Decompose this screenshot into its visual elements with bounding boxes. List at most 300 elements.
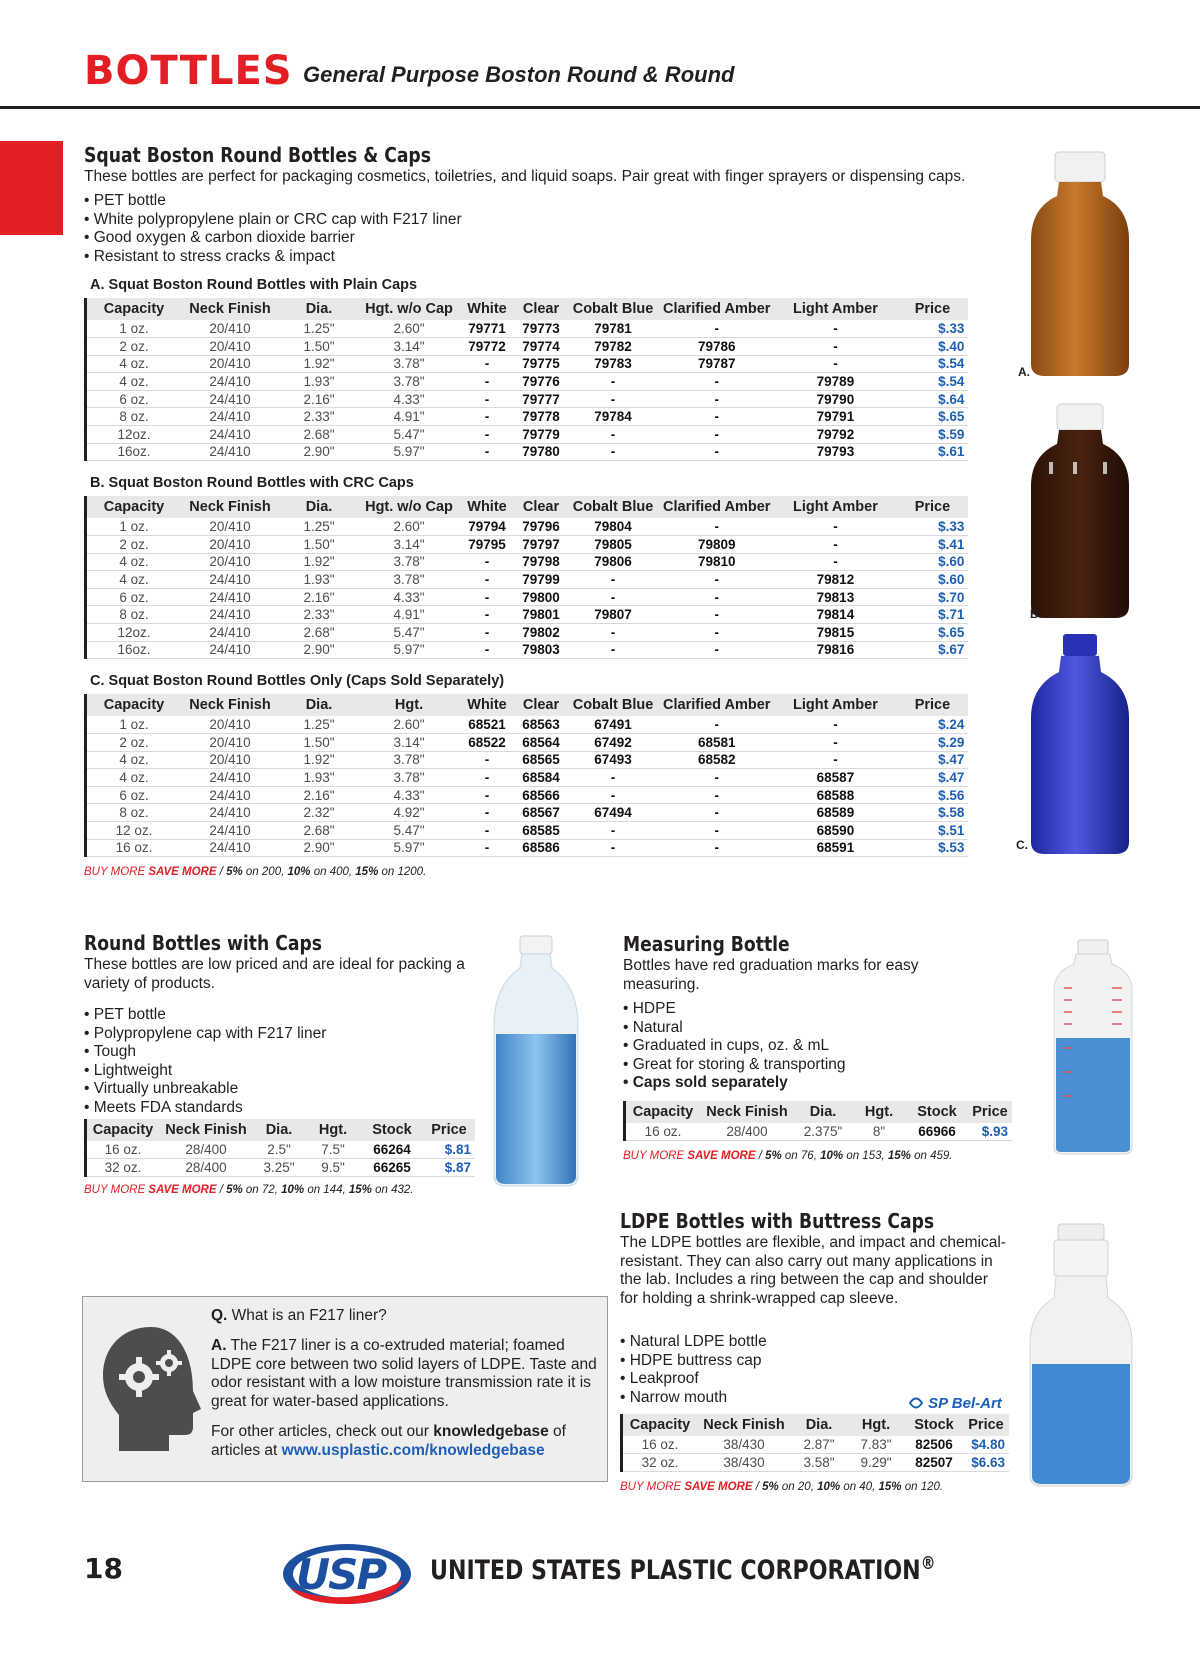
buy-more-sep: /: [216, 866, 227, 878]
table-cell: 20/410: [181, 518, 279, 536]
dark-amber-bottle-image: [1025, 402, 1135, 622]
table-cell: 20/410: [181, 751, 279, 769]
price-cell: $.70: [896, 588, 968, 606]
price-cell: $.61: [896, 443, 968, 461]
table-cell: 4 oz.: [87, 751, 181, 769]
table-cell: 24/410: [181, 373, 279, 391]
table-cell: 24/410: [181, 641, 279, 659]
feature-item-emphasis: • Caps sold separately: [623, 1074, 846, 1093]
feature-item: • White polypropylene plain or CRC cap with F217 liner: [84, 211, 462, 230]
table-cell: -: [567, 839, 659, 857]
table-cell: 16 oz.: [87, 839, 181, 857]
price-cell: $.47: [896, 751, 968, 769]
table-row: [623, 1436, 1009, 1454]
table-cell: -: [459, 822, 515, 840]
table-cell: -: [459, 355, 515, 373]
table-cell: 79804: [567, 518, 659, 536]
feature-item: • Resistant to stress cracks & impact: [84, 248, 462, 267]
price-cell: $.81: [423, 1141, 475, 1159]
column-header: Clear: [515, 694, 567, 716]
ldpe-buy-more: [620, 1481, 943, 1493]
table-cell: 4 oz.: [87, 571, 181, 589]
table-cell: 2.5": [253, 1141, 305, 1159]
save-more: SAVE MORE: [684, 1481, 753, 1493]
table-cell: 24/410: [181, 804, 279, 822]
column-header: Capacity: [87, 298, 181, 320]
buy-more-lead: BUY MORE: [84, 866, 149, 878]
table-cell: 24/410: [181, 408, 279, 426]
column-header: Hgt. w/o Cap: [359, 496, 459, 518]
usp-logo-letters: USP: [296, 1550, 386, 1599]
table-cell: 68586: [515, 839, 567, 857]
table-cell: 79809: [659, 536, 774, 554]
column-header: Price: [963, 1414, 1009, 1436]
table-row: [87, 804, 968, 822]
table-cell: 1.50": [279, 536, 359, 554]
table-cell: 79806: [567, 553, 659, 571]
table-cell: 2.16": [279, 786, 359, 804]
table-cell: 3.78": [359, 553, 459, 571]
column-header: Hgt.: [305, 1119, 361, 1141]
table-cell: 5.97": [359, 839, 459, 857]
table-c-title: C. Squat Boston Round Bottles Only (Caps Sold Separately): [90, 673, 505, 689]
column-header: Hgt.: [847, 1414, 905, 1436]
table-row: [87, 588, 968, 606]
table-header-row: [87, 1119, 475, 1141]
table-cell: -: [567, 426, 659, 444]
table-cell: -: [459, 641, 515, 659]
table-cell: 3.78": [359, 571, 459, 589]
column-header: Neck Finish: [181, 694, 279, 716]
table-cell: 24/410: [181, 571, 279, 589]
table-cell: -: [567, 443, 659, 461]
price-cell: $.54: [896, 373, 968, 391]
table-cell: 68522: [459, 734, 515, 752]
image-label-b: B.: [1030, 607, 1042, 621]
squat-feature-list: [84, 192, 462, 266]
buy-more-lead: BUY MORE: [620, 1481, 685, 1493]
table-cell: 79786: [659, 338, 774, 356]
table-row: [87, 1159, 475, 1177]
tier-1: 5%: [226, 1184, 243, 1196]
page-number: 18: [84, 1552, 123, 1585]
table-cell: -: [659, 320, 774, 338]
column-header: Hgt.: [852, 1101, 906, 1123]
table-cell: -: [567, 624, 659, 642]
ldpe-table: [620, 1414, 1009, 1472]
price-cell: $.54: [896, 355, 968, 373]
spec-table: [623, 1414, 1009, 1472]
tier-1-qty: on 76,: [781, 1150, 821, 1162]
tier-3-qty: on 1200.: [378, 866, 427, 878]
price-cell: $.24: [896, 716, 968, 734]
table-row: [87, 1141, 475, 1159]
table-cell: -: [774, 518, 896, 536]
table-cell: 1.50": [279, 338, 359, 356]
table-cell: 1.93": [279, 571, 359, 589]
price-cell: $.53: [896, 839, 968, 857]
table-row: [87, 408, 968, 426]
measuring-table: [623, 1101, 1012, 1141]
column-header: Dia.: [791, 1414, 847, 1436]
table-row: [626, 1123, 1012, 1141]
section-title: BOTTLES: [84, 48, 293, 94]
table-cell: 68567: [515, 804, 567, 822]
feature-item: • HDPE: [623, 1000, 846, 1019]
table-cell: 4.91": [359, 408, 459, 426]
table-cell: 7.5": [305, 1141, 361, 1159]
table-cell: 2.33": [279, 408, 359, 426]
faq-more-articles: [211, 1423, 601, 1460]
table-cell: 5.47": [359, 624, 459, 642]
spec-table: [87, 694, 968, 857]
table-cell: 68590: [774, 822, 896, 840]
table-cell: 3.14": [359, 734, 459, 752]
table-cell: 7.83": [847, 1436, 905, 1454]
buy-more-sep: /: [752, 1481, 763, 1493]
table-cell: 67494: [567, 804, 659, 822]
table-cell: 24/410: [181, 839, 279, 857]
table-row: [87, 390, 968, 408]
table-cell: -: [659, 716, 774, 734]
table-cell: 16 oz.: [623, 1436, 697, 1454]
feature-item: • Graduated in cups, oz. & mL: [623, 1037, 846, 1056]
tier-1-qty: on 20,: [778, 1481, 818, 1493]
table-cell: 12oz.: [87, 624, 181, 642]
price-cell: $.59: [896, 426, 968, 444]
red-page-tab: [0, 141, 63, 235]
bel-art-text: SP Bel-Art: [928, 1395, 1002, 1412]
table-cell: 66264: [361, 1141, 423, 1159]
table-cell: -: [659, 443, 774, 461]
save-more: SAVE MORE: [148, 866, 217, 878]
table-cell: 4.33": [359, 390, 459, 408]
table-cell: 68591: [774, 839, 896, 857]
table-b-title: B. Squat Boston Round Bottles with CRC Caps: [90, 475, 414, 491]
table-cell: 66966: [906, 1123, 968, 1141]
round-bottle-image: [488, 934, 584, 1190]
table-row: [87, 641, 968, 659]
table-cell: 1 oz.: [87, 320, 181, 338]
measuring-bottle-image: [1050, 938, 1136, 1158]
faq-more-bold: knowledgebase: [433, 1423, 549, 1440]
faq-a-text: The F217 liner is a co-extruded material; foamed LDPE core between two solid layers of LDPE. Taste and odor resistant with a low moisture transmission rate it is great for water-based applications.: [211, 1337, 597, 1410]
table-row: [87, 338, 968, 356]
section-subtitle: General Purpose Boston Round & Round: [303, 62, 735, 87]
table-cell: -: [459, 588, 515, 606]
company-name-text: UNITED STATES PLASTIC CORPORATION: [430, 1555, 921, 1586]
image-label-c: C.: [1016, 838, 1028, 852]
table-cell: 1.92": [279, 553, 359, 571]
table-cell: 1.25": [279, 716, 359, 734]
bel-art-logo: [908, 1395, 1002, 1412]
table-cell: -: [774, 553, 896, 571]
table-cell: 79787: [659, 355, 774, 373]
column-header: Stock: [361, 1119, 423, 1141]
column-header: Cobalt Blue: [567, 496, 659, 518]
price-cell: $.67: [896, 641, 968, 659]
table-row: [87, 751, 968, 769]
spec-table: [87, 1119, 475, 1177]
table-cell: 4.91": [359, 606, 459, 624]
table-cell: 2.90": [279, 443, 359, 461]
tier-3-qty: on 459.: [910, 1150, 953, 1162]
faq-more-lead: For other articles, check out our: [211, 1423, 434, 1440]
tier-1: 5%: [765, 1150, 782, 1162]
knowledgebase-link[interactable]: www.usplastic.com/knowledgebase: [281, 1441, 545, 1459]
tier-3: 15%: [878, 1481, 902, 1493]
bel-art-mark-icon: [908, 1396, 924, 1410]
round-feature-list: [84, 1006, 326, 1117]
spec-table: [626, 1101, 1012, 1141]
spec-table: [87, 496, 968, 659]
table-cell: 16oz.: [87, 641, 181, 659]
table-cell: 20/410: [181, 320, 279, 338]
faq-more-mid: of articles at: [211, 1423, 566, 1459]
table-cell: 79810: [659, 553, 774, 571]
table-cell: 3.78": [359, 751, 459, 769]
table-cell: 79783: [567, 355, 659, 373]
table-cell: -: [459, 769, 515, 787]
table-cell: 68564: [515, 734, 567, 752]
registered-mark: ®: [920, 1553, 936, 1574]
measuring-feature-list: [623, 1000, 846, 1093]
table-row: [87, 606, 968, 624]
table-cell: 68584: [515, 769, 567, 787]
table-cell: 79781: [567, 320, 659, 338]
table-cell: 79773: [515, 320, 567, 338]
table-cell: 68587: [774, 769, 896, 787]
table-cell: 2.16": [279, 390, 359, 408]
table-cell: 79801: [515, 606, 567, 624]
price-cell: $.65: [896, 408, 968, 426]
table-cell: 68521: [459, 716, 515, 734]
buy-more-lead: BUY MORE: [84, 1184, 149, 1196]
price-cell: $.60: [896, 571, 968, 589]
table-header-row: [87, 496, 968, 518]
price-cell: $.71: [896, 606, 968, 624]
table-cell: 32 oz.: [87, 1159, 159, 1177]
table-cell: -: [567, 641, 659, 659]
amber-bottle-image: [1025, 150, 1135, 380]
table-cell: 79799: [515, 571, 567, 589]
table-cell: -: [567, 588, 659, 606]
table-cell: 3.14": [359, 536, 459, 554]
feature-item: • PET bottle: [84, 1006, 326, 1025]
feature-item: • Lightweight: [84, 1062, 326, 1081]
cobalt-blue-bottle-image: [1025, 632, 1135, 858]
table-cell: 68563: [515, 716, 567, 734]
table-row: [87, 320, 968, 338]
table-cell: 68566: [515, 786, 567, 804]
table-cell: 79790: [774, 390, 896, 408]
table-cell: 79777: [515, 390, 567, 408]
table-cell: -: [567, 390, 659, 408]
table-cell: -: [659, 408, 774, 426]
tier-1: 5%: [762, 1481, 779, 1493]
head-gears-icon: [99, 1323, 203, 1455]
tier-3-qty: on 120.: [901, 1481, 944, 1493]
table-cell: 8 oz.: [87, 408, 181, 426]
column-header: Price: [423, 1119, 475, 1141]
ldpe-bottle-image: [1028, 1222, 1134, 1488]
table-cell: 1.25": [279, 518, 359, 536]
table-cell: 79794: [459, 518, 515, 536]
table-cell: -: [774, 355, 896, 373]
feature-item: • Great for storing & transporting: [623, 1056, 846, 1075]
table-cell: 82507: [905, 1454, 963, 1472]
table-cell: 28/400: [159, 1141, 253, 1159]
column-header: Neck Finish: [697, 1414, 791, 1436]
table-cell: 79775: [515, 355, 567, 373]
table-row: [87, 839, 968, 857]
column-header: Dia.: [279, 694, 359, 716]
table-cell: -: [567, 769, 659, 787]
table-cell: 2.87": [791, 1436, 847, 1454]
table-c: [84, 694, 968, 857]
table-cell: 24/410: [181, 426, 279, 444]
price-cell: $.93: [968, 1123, 1012, 1141]
table-cell: 20/410: [181, 536, 279, 554]
table-row: [87, 734, 968, 752]
table-cell: -: [459, 786, 515, 804]
table-cell: -: [459, 408, 515, 426]
table-row: [623, 1454, 1009, 1472]
table-cell: 2.60": [359, 518, 459, 536]
round-section-title: Round Bottles with Caps: [84, 931, 323, 955]
table-cell: 79778: [515, 408, 567, 426]
table-cell: 8 oz.: [87, 606, 181, 624]
tier-2: 10%: [281, 1184, 305, 1196]
table-cell: 79815: [774, 624, 896, 642]
table-cell: 79807: [567, 606, 659, 624]
table-cell: 68585: [515, 822, 567, 840]
table-cell: -: [659, 588, 774, 606]
measuring-description: Bottles have red graduation marks for easy measuring.: [623, 957, 919, 993]
tier-2: 10%: [287, 866, 311, 878]
table-cell: 4 oz.: [87, 355, 181, 373]
round-table: [84, 1119, 475, 1177]
table-cell: -: [774, 536, 896, 554]
column-header: Price: [896, 298, 968, 320]
table-cell: 68565: [515, 751, 567, 769]
table-cell: 24/410: [181, 769, 279, 787]
tier-3: 15%: [355, 866, 379, 878]
column-header: Light Amber: [774, 298, 896, 320]
column-header: Neck Finish: [181, 496, 279, 518]
table-cell: 4 oz.: [87, 553, 181, 571]
table-cell: 79816: [774, 641, 896, 659]
column-header: Clarified Amber: [659, 694, 774, 716]
table-cell: 20/410: [181, 716, 279, 734]
column-header: Capacity: [626, 1101, 700, 1123]
table-cell: 2 oz.: [87, 536, 181, 554]
table-cell: -: [659, 518, 774, 536]
table-cell: 66265: [361, 1159, 423, 1177]
table-cell: 1.92": [279, 355, 359, 373]
table-cell: 79812: [774, 571, 896, 589]
table-cell: -: [459, 751, 515, 769]
table-cell: 79802: [515, 624, 567, 642]
save-more: SAVE MORE: [687, 1150, 756, 1162]
table-cell: 28/400: [700, 1123, 794, 1141]
table-cell: 67493: [567, 751, 659, 769]
price-cell: $6.63: [963, 1454, 1009, 1472]
table-row: [87, 571, 968, 589]
table-cell: 3.25": [253, 1159, 305, 1177]
table-cell: -: [459, 606, 515, 624]
feature-item: • Narrow mouth: [620, 1389, 767, 1408]
table-cell: 79800: [515, 588, 567, 606]
table-cell: 28/400: [159, 1159, 253, 1177]
table-cell: -: [774, 320, 896, 338]
tier-1: 5%: [226, 866, 243, 878]
table-cell: 38/430: [697, 1436, 791, 1454]
table-header-row: [623, 1414, 1009, 1436]
table-cell: -: [659, 571, 774, 589]
ldpe-description: The LDPE bottles are flexible, and impact and chemical-resistant. They can also carry out many applications in the lab. Includes a ring between the cap and shoulder for holding a shrink-wrapped cap sleeve.: [620, 1234, 1006, 1307]
column-header: Clear: [515, 496, 567, 518]
column-header: Stock: [905, 1414, 963, 1436]
table-cell: -: [459, 373, 515, 391]
table-cell: 79796: [515, 518, 567, 536]
table-cell: 8 oz.: [87, 804, 181, 822]
column-header: Clear: [515, 298, 567, 320]
price-cell: $.56: [896, 786, 968, 804]
faq-q-text: What is an F217 liner?: [227, 1307, 387, 1324]
feature-item: • Tough: [84, 1043, 326, 1062]
table-cell: 8": [852, 1123, 906, 1141]
column-header: Hgt.: [359, 694, 459, 716]
price-cell: $.58: [896, 804, 968, 822]
table-cell: 24/410: [181, 822, 279, 840]
table-cell: -: [567, 822, 659, 840]
tier-2-qty: on 153,: [843, 1150, 888, 1162]
tier-3-qty: on 432.: [371, 1184, 414, 1196]
table-cell: -: [459, 804, 515, 822]
column-header: Clarified Amber: [659, 298, 774, 320]
table-cell: 24/410: [181, 588, 279, 606]
table-cell: 5.97": [359, 641, 459, 659]
table-cell: 68588: [774, 786, 896, 804]
table-row: [87, 443, 968, 461]
table-cell: -: [774, 716, 896, 734]
table-cell: 5.47": [359, 822, 459, 840]
price-cell: $.40: [896, 338, 968, 356]
table-cell: 79797: [515, 536, 567, 554]
column-header: White: [459, 694, 515, 716]
feature-item: • Leakproof: [620, 1370, 767, 1389]
table-cell: 79791: [774, 408, 896, 426]
table-cell: -: [659, 641, 774, 659]
table-cell: 79795: [459, 536, 515, 554]
table-cell: 79772: [459, 338, 515, 356]
squat-buy-more: [84, 866, 426, 878]
table-cell: 68582: [659, 751, 774, 769]
column-header: Dia.: [794, 1101, 852, 1123]
column-header: Light Amber: [774, 694, 896, 716]
tier-2: 10%: [817, 1481, 841, 1493]
table-cell: 79784: [567, 408, 659, 426]
column-header: Dia.: [279, 298, 359, 320]
table-cell: 24/410: [181, 390, 279, 408]
table-cell: 2 oz.: [87, 338, 181, 356]
table-cell: -: [659, 786, 774, 804]
table-cell: -: [659, 426, 774, 444]
column-header: Price: [896, 496, 968, 518]
tier-2-qty: on 400,: [310, 866, 356, 878]
table-row: [87, 716, 968, 734]
